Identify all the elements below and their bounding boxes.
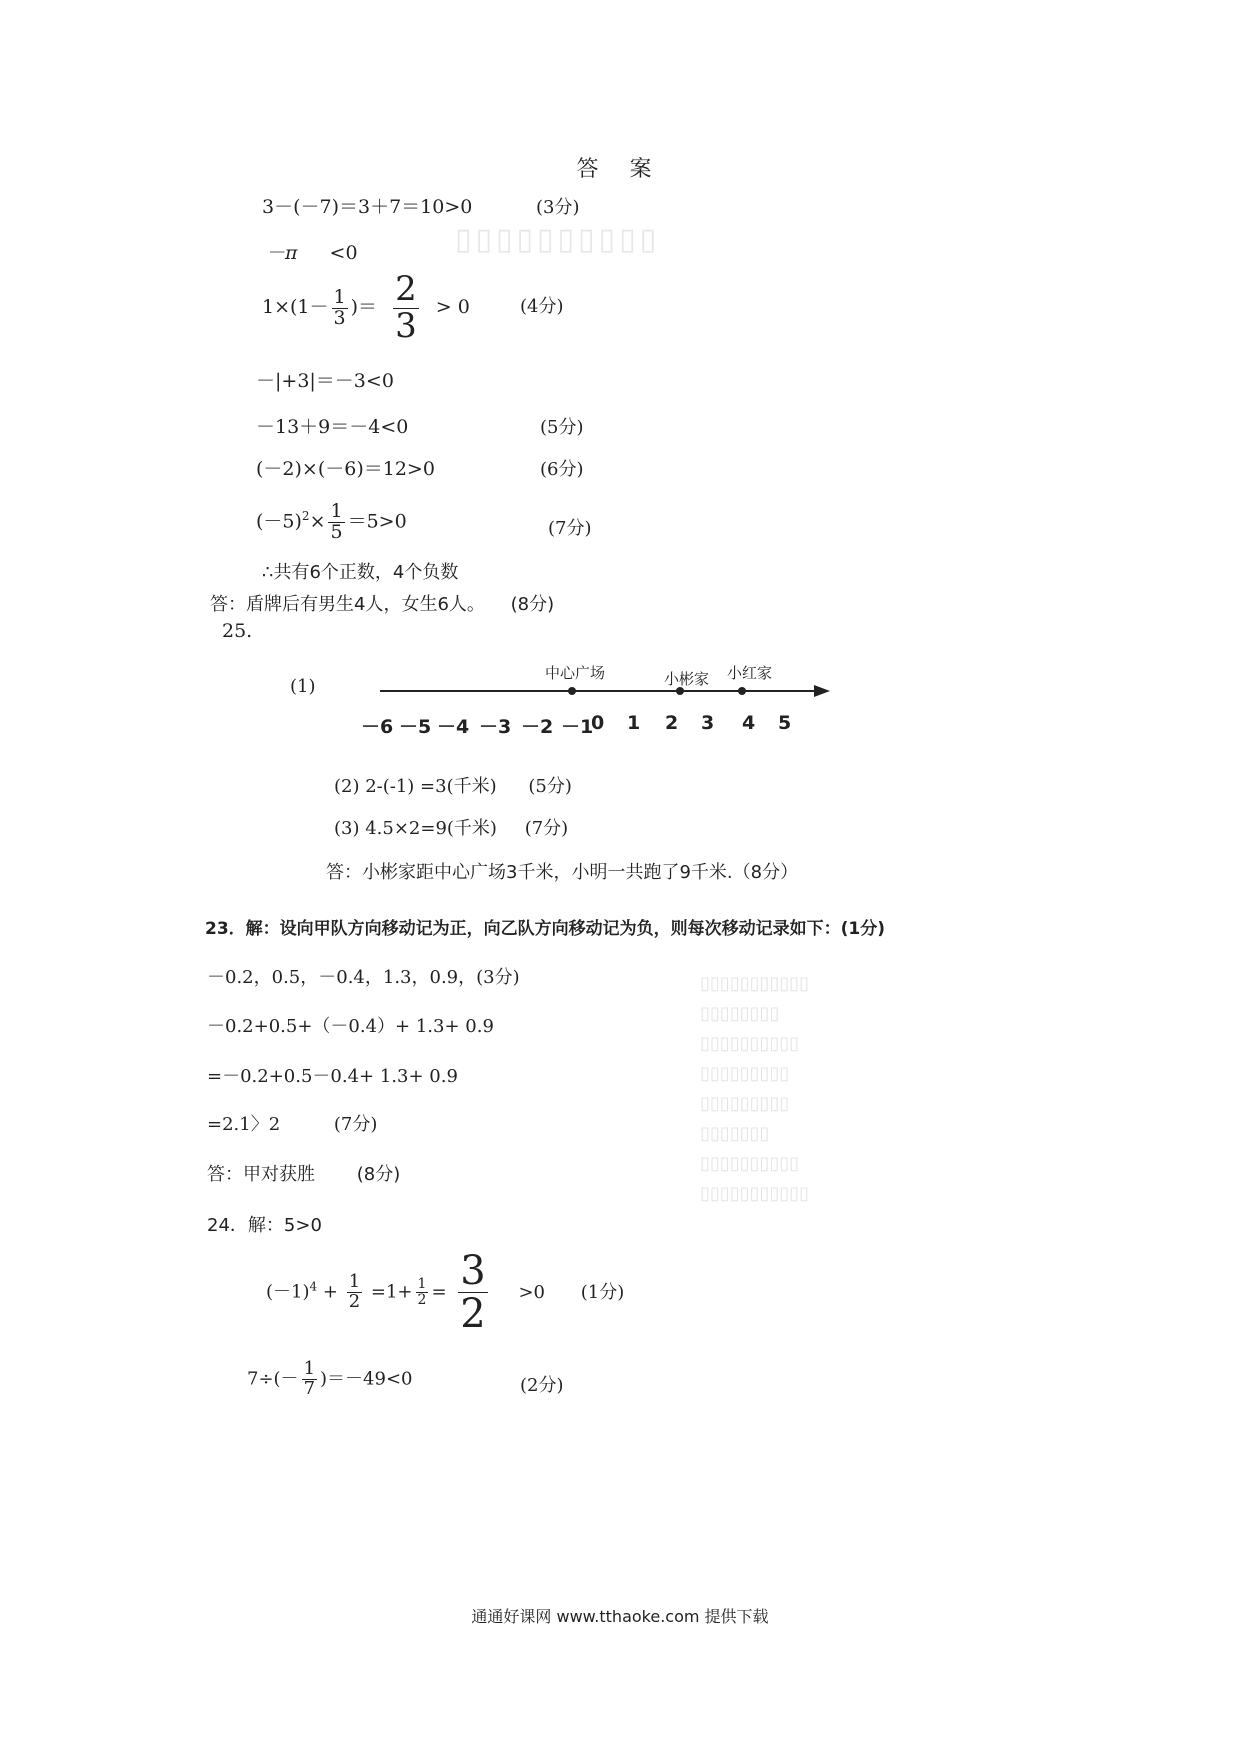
calc-line-3-score: (4分) [520, 296, 564, 317]
footer-source: 通通好课网 www.tthaoke.com 提供下载 [471, 1607, 769, 1626]
q24-line1-plus: + [322, 1281, 338, 1303]
q24-line1-compare: >0 [518, 1281, 545, 1303]
calc-line-3 [262, 269, 470, 346]
question-23-line2: －0.2+0.5+（－0.4）+ 1.3+ 0.9 [207, 1016, 494, 1037]
calc-line-7-exponent: 2 [301, 509, 310, 524]
tick-label: 2 [665, 712, 679, 734]
tick-label: 1 [627, 712, 641, 734]
tick-label: 0 [591, 712, 605, 734]
fraction-one-third [332, 285, 348, 329]
calc-line-6: (－2)×(－6)＝12>0 [256, 458, 435, 480]
fraction-numerator: 2 [395, 269, 417, 309]
fraction-one-fifth [328, 502, 344, 543]
question-23-intro: 23．解：设向甲队方向移动记为正，向乙队方向移动记为负，则每次移动记录如下：(1分) [205, 919, 886, 939]
question-23-line3: =－0.2+0.5－0.4+ 1.3+ 0.9 [207, 1066, 458, 1087]
conclusion-line: ∴共有6个正数，4个负数 [262, 562, 459, 583]
calc-line-1 [262, 192, 472, 219]
q24-line1-exponent: 4 [309, 1279, 318, 1294]
place-label-xiaohong-home: 小红家 [727, 664, 773, 682]
q24-line2-part-b: )＝－49<0 [320, 1368, 413, 1390]
dot-xiaohong-home [738, 687, 746, 695]
place-label-center-square: 中心广场 [545, 664, 606, 682]
fraction-numerator: 1 [330, 500, 343, 522]
answer-score: (8分) [510, 594, 555, 615]
calc-line-7 [256, 502, 407, 543]
q24-line1-equals: = [431, 1281, 447, 1303]
calc-line-1-score: (3分) [536, 197, 580, 218]
fraction-numerator: 1 [417, 1276, 427, 1293]
bleed-through-heading: ▯▯▯▯▯▯▯▯▯▯ [455, 222, 661, 257]
page-title: 答 案 [576, 157, 664, 182]
calc-line-2 [262, 238, 358, 265]
tick-label: 5 [778, 712, 792, 734]
number-line-arrow [814, 685, 830, 697]
q24-line1-base: (－1) [266, 1281, 310, 1303]
neg-pi-compare: <0 [329, 242, 358, 264]
question-25-part1-label: (1) [290, 676, 316, 697]
calc-line-3-compare: > 0 [435, 296, 470, 319]
question-25-answer: 答：小彬家距中心广场3千米，小明一共跑了9千米.（8分） [326, 862, 799, 883]
fraction-denominator: 5 [330, 520, 343, 543]
tick-label: －2 [521, 716, 554, 738]
fraction-one-half-small [416, 1277, 429, 1307]
question-25-label: 25. [222, 620, 253, 642]
neg-pi: －π [266, 242, 298, 264]
fraction-three-halves [458, 1250, 487, 1335]
dot-center-square [568, 687, 576, 695]
calc-line-5: －13＋9＝－4<0 [256, 416, 409, 438]
calc-line-7-result: ＝5>0 [347, 510, 407, 533]
fraction-numerator: 1 [333, 285, 346, 308]
fraction-denominator: 7 [303, 1377, 316, 1399]
tick-label: －4 [437, 716, 470, 738]
tick-label: 4 [742, 712, 756, 734]
fraction-denominator: 2 [348, 1291, 361, 1312]
question-25-part2 [334, 772, 572, 798]
calc-line-7-score: (7分) [548, 518, 592, 539]
fraction-one-half [347, 1273, 362, 1312]
fraction-denominator: 2 [417, 1292, 427, 1308]
fraction-two-thirds [393, 269, 419, 346]
question-23-answer-score: (8分) [356, 1164, 401, 1185]
calc-line-1-expr: 3－(－7)＝3＋7＝10>0 [262, 196, 473, 218]
calc-line-5-score: (5分) [540, 417, 584, 438]
question-23-answer-text: 答：甲对获胜 [207, 1164, 315, 1185]
fraction-one-seventh [302, 1360, 317, 1399]
answer-line-shield [210, 590, 554, 616]
tick-label: －5 [399, 716, 432, 738]
calc-line-6-score: (6分) [540, 459, 584, 480]
question-25-part3 [334, 814, 568, 840]
question-24-line1 [266, 1250, 624, 1335]
q24-line1-score: (1分) [580, 1281, 625, 1303]
tick-label: －1 [561, 716, 594, 738]
fraction-denominator: 3 [333, 306, 346, 329]
fraction-numerator: 3 [460, 1248, 486, 1294]
question-23-line4-text: =2.1〉2 [207, 1114, 281, 1135]
question-23-line4 [207, 1110, 377, 1136]
fraction-numerator: 1 [303, 1358, 316, 1379]
bleed-through-text: ▯▯▯▯▯▯▯▯▯▯▯ ▯▯▯▯▯▯▯▯ ▯▯▯▯▯▯▯▯▯▯ ▯▯▯▯▯▯▯▯▯ ▯▯▯▯▯▯▯▯▯ ▯▯▯▯▯▯▯ ▯▯▯▯▯▯▯▯▯▯ ▯▯▯▯▯▯▯▯▯▯▯ [700, 973, 809, 1203]
question-23-line4-score: (7分) [333, 1114, 378, 1135]
question-24-line2 [247, 1360, 412, 1399]
calc-line-3-part-b: )＝ [350, 296, 378, 319]
place-label-xiaobin-home: 小彬家 [664, 670, 710, 688]
calc-line-7-times: × [309, 510, 326, 533]
question-25-part3-score: (7分) [524, 818, 569, 839]
calc-line-3-part-a: 1×(1－ [262, 296, 329, 319]
question-23-line1: －0.2，0.5，－0.4，1.3，0.9，(3分) [207, 967, 520, 988]
question-25-part3-text: (3) 4.5×2=9(千米) [334, 818, 497, 839]
fraction-denominator: 3 [395, 305, 417, 346]
answer-text: 答：盾牌后有男生4人，女生6人。 [210, 594, 485, 615]
tick-label: 3 [701, 712, 715, 734]
question-25-part2-text: (2) 2-(-1) =3(千米) [334, 776, 497, 797]
question-25-part2-score: (5分) [528, 776, 572, 797]
q24-line2-part-a: 7÷(－ [247, 1368, 299, 1390]
question-24-line2-score: (2分) [520, 1375, 564, 1396]
calc-line-7-base: (－5) [256, 510, 302, 533]
fraction-denominator: 2 [460, 1291, 486, 1337]
number-line [0, 650, 1240, 770]
question-24-intro: 24．解：5>0 [207, 1215, 322, 1236]
tick-label: －3 [479, 716, 512, 738]
tick-label: －6 [361, 716, 394, 738]
q24-line1-mid: =1+ [370, 1281, 413, 1303]
fraction-numerator: 1 [348, 1271, 361, 1293]
question-23-answer [207, 1160, 400, 1186]
calc-line-4: －|+3|＝－3<0 [256, 370, 394, 392]
